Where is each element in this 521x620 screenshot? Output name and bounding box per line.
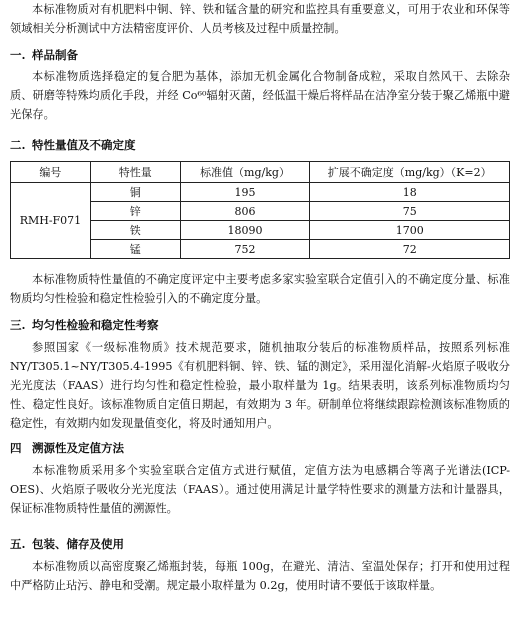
column-header-id: 编号 [11, 162, 91, 183]
section-title: 包装、储存及使用 [32, 537, 124, 551]
value-cell: 752 [180, 240, 310, 259]
property-cell: 锰 [90, 240, 180, 259]
intro-paragraph: 本标准物质对有机肥料中铜、锌、铁和锰含量的研究和监控具有重要意义，可用于农业和环保等领域相关分析测试中方法精密度评价、人员考核及过程中质量控制。 [10, 3, 510, 35]
section-heading-1 [10, 47, 78, 63]
section-number: 二. [10, 138, 26, 152]
section-number: 三. [10, 318, 26, 332]
table-note-paragraph: 本标准物质特性量值的不确定度评定中主要考虑多家实验室联合定值引入的不确定度分量、标准物质均匀性检验和稳定性检验引入的不确定度分量。 [10, 273, 510, 305]
uncertainty-cell: 1700 [310, 221, 510, 240]
section-heading-2 [10, 137, 136, 153]
section-heading-4 [10, 440, 124, 456]
section-title: 均匀性检验和稳定性考察 [32, 318, 159, 332]
section-number: 五. [10, 537, 26, 551]
uncertainty-cell: 75 [310, 202, 510, 221]
section-5-paragraph: 本标准物质以高密度聚乙烯瓶封装，每瓶 100g，在避光、清洁、室温处保存；打开和使用过程中严格防止玷污、静电和受潮。规定最小取样量为 0.2g，使用时请不要低于该取样量。 [10, 560, 510, 592]
column-header-uncertainty: 扩展不确定度（mg/kg）（K=2） [310, 162, 510, 183]
value-cell: 18090 [180, 221, 310, 240]
column-header-property: 特性量 [90, 162, 180, 183]
section-number: 四 [10, 441, 22, 455]
section-number: 一. [10, 48, 26, 62]
section-3-paragraph: 参照国家《一级标准物质》技术规范要求，随机抽取分装后的标准物质样品，按照系列标准 NY/T305.1~NY/T305.4-1995《有机肥料铜、锌、铁、锰的测定》，采用湿化消解-火焰原子吸收分光光度法（FAAS）进行均匀性和稳定性检验，最小取样量为 1g。结果表明，该系列标准物质均匀性、稳定性良好。该标准物质自定值日期起，有效期为 3 年。研制单位将继续跟踪检测该标准物质的稳定性，有效期内如发现量值变化，将及时通知用户。 [10, 341, 510, 430]
section-heading-3 [10, 317, 159, 333]
uncertainty-cell: 18 [310, 183, 510, 202]
property-cell: 铁 [90, 221, 180, 240]
property-cell: 铜 [90, 183, 180, 202]
section-heading-5 [10, 536, 124, 552]
characteristic-values-table [10, 161, 510, 259]
value-cell: 195 [180, 183, 310, 202]
column-header-standard-value: 标准值（mg/kg） [180, 162, 310, 183]
property-cell: 锌 [90, 202, 180, 221]
section-title: 特性量值及不确定度 [32, 138, 136, 152]
section-1-paragraph: 本标准物质选择稳定的复合肥为基体，添加无机金属化合物制备成粒，采取自然风干、去除杂质、研磨等特殊均质化手段，并经 Co⁶⁰辐射灭菌，经低温干燥后将样品在洁净室分装于聚乙烯瓶中避光保存。 [10, 70, 510, 121]
value-cell: 806 [180, 202, 310, 221]
section-title: 溯源性及定值方法 [32, 441, 124, 455]
table-row [11, 183, 510, 202]
table-header-row [11, 162, 510, 183]
sample-id-cell: RMH-F071 [11, 183, 91, 259]
uncertainty-cell: 72 [310, 240, 510, 259]
section-title: 样品制备 [32, 48, 78, 62]
section-4-paragraph: 本标准物质采用多个实验室联合定值方式进行赋值，定值方法为电感耦合等离子光谱法(ICP-OES)、火焰原子吸收分光光度法（FAAS）。通过使用满足计量学特性要求的测量方法和计量器具，保证标准物质特性量值的溯源性。 [10, 464, 510, 515]
